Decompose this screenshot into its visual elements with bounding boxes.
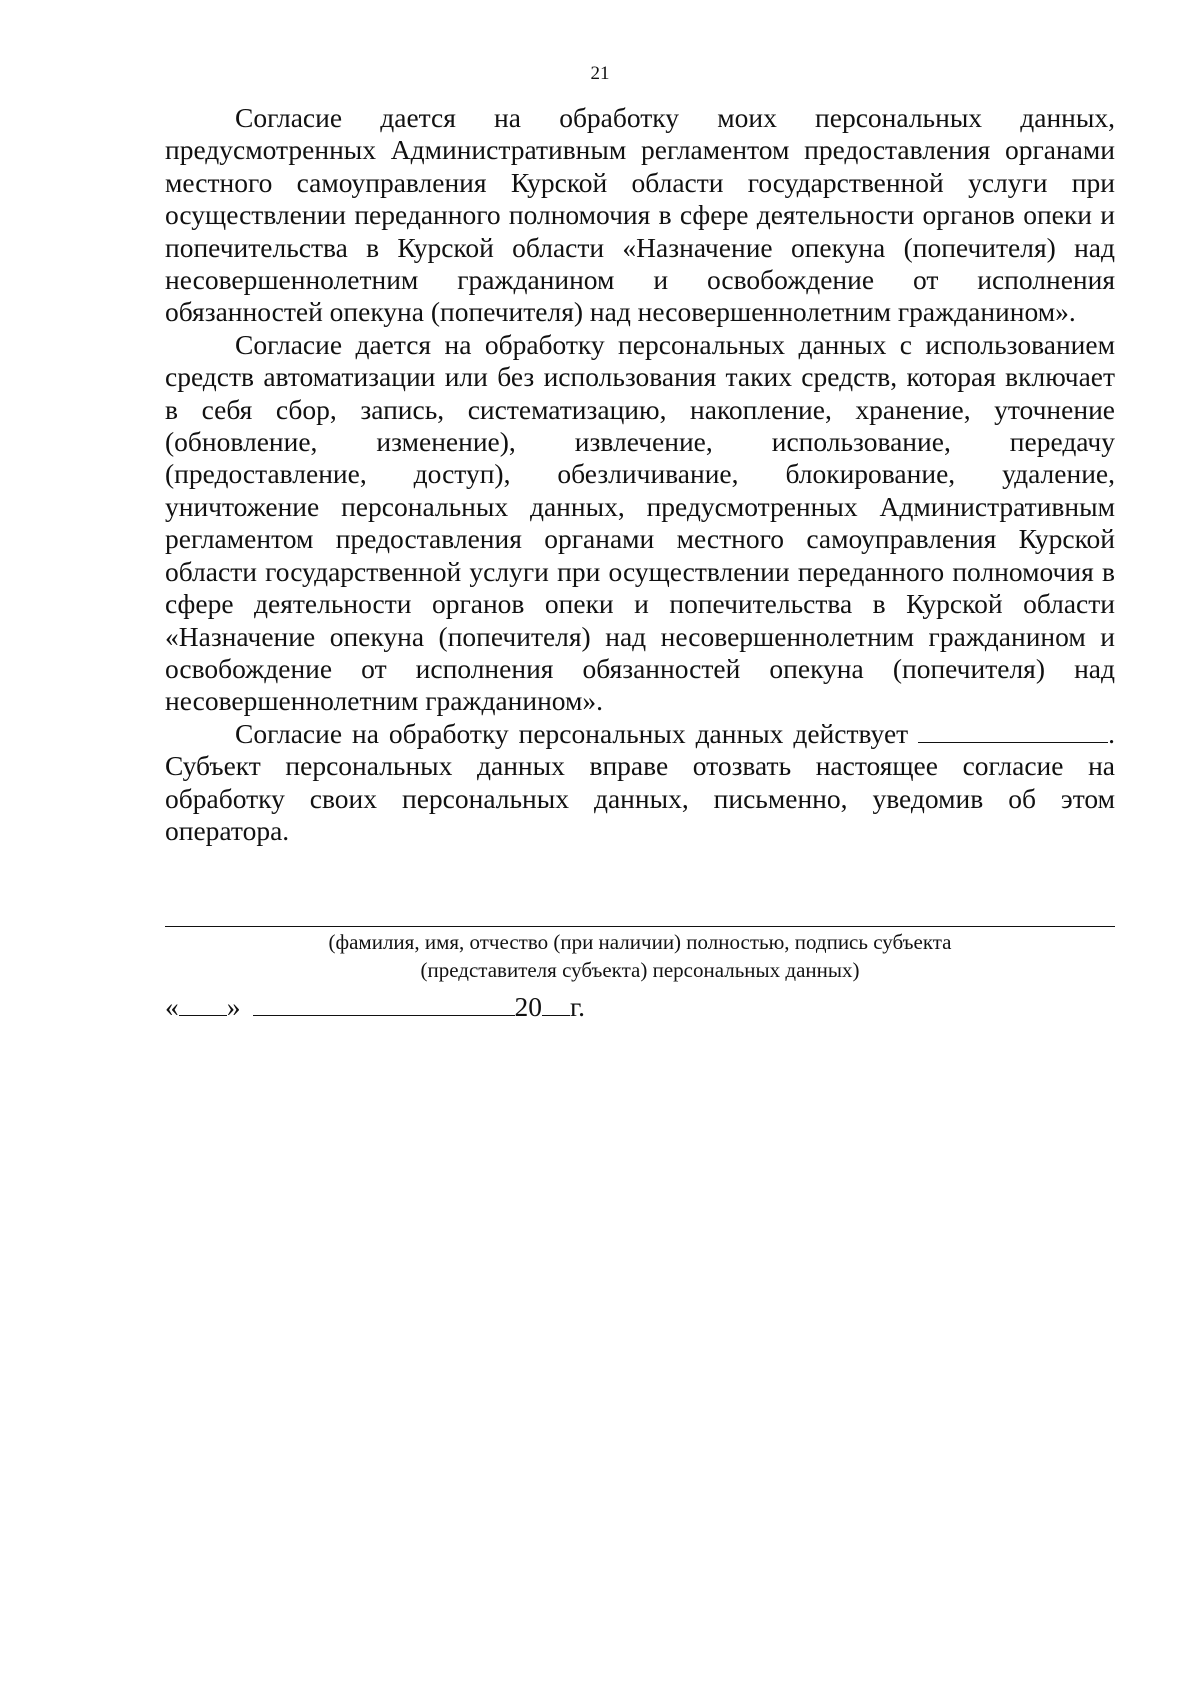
paragraph-consent-scope: Согласие дается на обработку моих персональных данных, предусмотренных Административным регламентом предоставления органами местного самоуправления Курской области государственной услуги при осуществлении переданного полномочия в сфере деятельности органов опеки и попечительства в Курской области «Назначение опекуна (попечителя) над несовершеннолетним гражданином и освобождение от исполнения обязанностей опекуна (попечителя) над несовершеннолетним гражданином».: [165, 102, 1115, 328]
date-year-blank[interactable]: [542, 993, 570, 1016]
signature-caption-line-1: (фамилия, имя, отчество (при наличии) полностью, подпись субъекта: [328, 930, 952, 954]
date-close-quote: »: [226, 991, 241, 1022]
signature-line[interactable]: [165, 926, 1115, 927]
validity-text-end: . Субъект персональных данных вправе отозвать настоящее согласие на обработку своих персональных данных, письменно, уведомив об этом оператора.: [165, 717, 1115, 846]
signature-caption: [165, 928, 1115, 984]
paragraph-processing-actions: Согласие дается на обработку персональных данных с использованием средств автоматизации или без использования таких средств, которая включает в себя сбор, запись, систематизацию, накопление, хранение, уточнение (обновление, изменение), извлечение, использование, передачу (предоставление, доступ), обезличивание, блокирование, удаление, уничтожение персональных данных, предусмотренных Административным регламентом предоставления органами местного самоуправления Курской области государственной услуги при осуществлении переданного полномочия в сфере деятельности органов опеки и попечительства в Курской области «Назначение опекуна (попечителя) над несовершеннолетним гражданином и освобождение от исполнения обязанностей опекуна (попечителя) над несовершеннолетним гражданином».: [165, 328, 1115, 717]
date-year-suffix: г.: [570, 991, 586, 1022]
date-month-blank[interactable]: [253, 993, 515, 1016]
validity-period-blank[interactable]: [918, 720, 1108, 743]
validity-text-start: Согласие на обработку персональных данных действует: [235, 717, 909, 749]
date-open-quote: «: [165, 991, 179, 1022]
consent-text: [165, 102, 1115, 847]
date-century: 20: [514, 991, 542, 1022]
date-day-blank[interactable]: [179, 993, 227, 1016]
page-number: 21: [590, 63, 610, 84]
date-line: [165, 990, 865, 1024]
signature-caption-line-2: (представителя субъекта) персональных данных): [420, 958, 860, 982]
paragraph-validity: [165, 718, 1115, 848]
